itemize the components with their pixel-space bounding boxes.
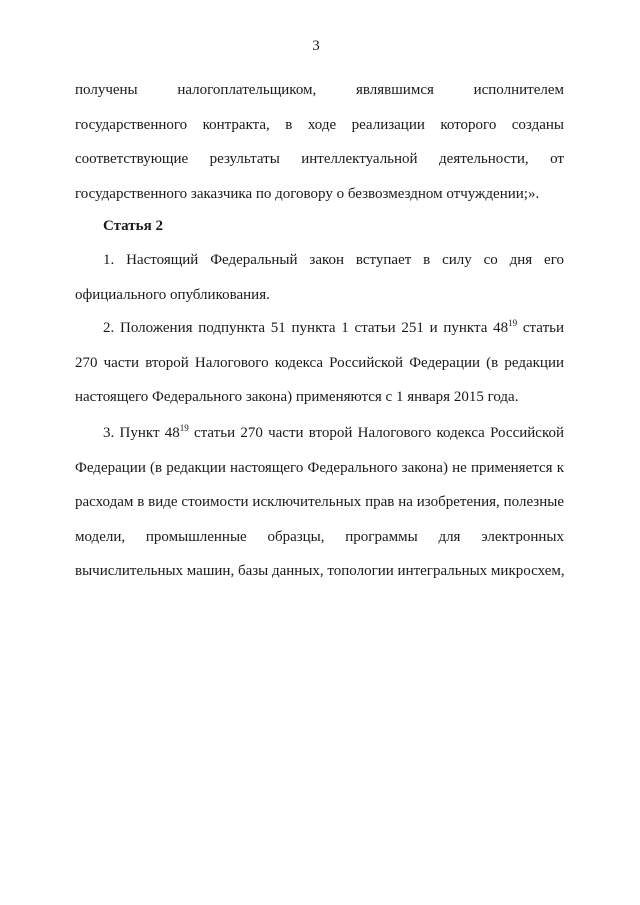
text-line-with-superscript [75,318,564,353]
text-line: модели, промышленные образцы, программы для электронных [75,528,564,545]
text-fragment: 2. Положения подпункта 51 пункта 1 статьи 251 и пункта 48 [103,320,509,336]
text-line-with-superscript [75,423,564,458]
text-line: вычислительных машин, базы данных, топологии интегральных микросхем, [75,563,565,579]
page-number: 3 [312,38,320,54]
text-line: соответствующие результаты интеллектуальной деятельности, от [75,151,564,167]
text-fragment: 3. Пункт 48 [103,425,180,441]
text-fragment: статьи [517,320,564,336]
paragraph-item-2 [75,318,564,422]
text-line: официального опубликования. [75,286,270,303]
text-line: получены налогоплательщиком, являвшимся исполнителем [75,82,564,98]
paragraph-item-3 [75,423,564,596]
text-fragment: статьи 270 части второй Налогового кодекса Российской [188,425,564,441]
paragraph-continuation [75,80,564,218]
article-heading-block [75,216,564,251]
paragraph-item-1 [75,250,564,319]
text-line: Федерации (в редакции настоящего Федерального закона) не применяется к [75,459,564,476]
text-line: 270 части второй Налогового кодекса Российской Федерации (в редакции [75,354,564,371]
article-heading: Статья 2 [103,218,163,234]
text-line: государственного заказчика по договору о безвозмездном отчуждении;». [75,185,540,202]
text-line: 1. Настоящий Федеральный закон вступает в силу со дня его [103,252,564,268]
text-line: настоящего Федерального закона) применяются с 1 января 2015 года. [75,389,519,405]
superscript: 19 [179,423,189,433]
text-line: расходам в виде стоимости исключительных прав на изобретения, полезные [75,494,564,510]
superscript: 19 [508,318,518,328]
text-line: государственного контракта, в ходе реализации которого созданы [75,116,564,133]
